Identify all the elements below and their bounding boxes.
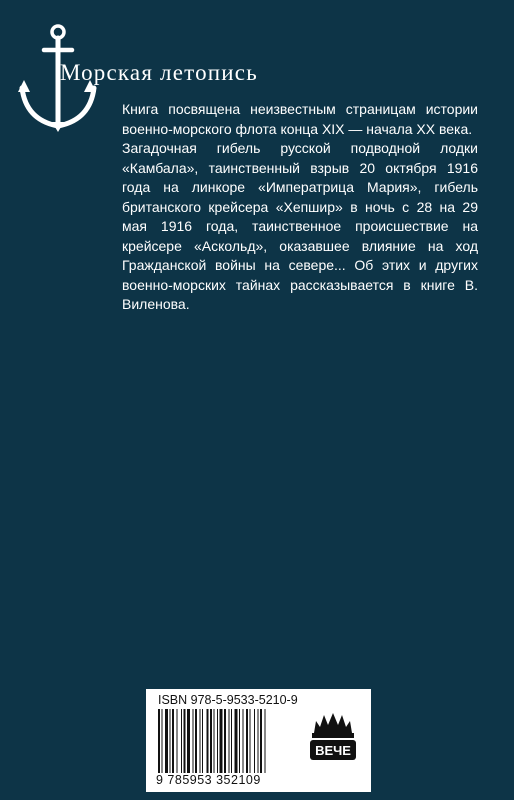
barcode-digits: 9 785953 352109	[156, 773, 261, 787]
publisher-logo-text: ВЕЧЕ	[315, 743, 351, 758]
barcode-image	[156, 709, 298, 773]
series-title: Морская летопись	[60, 60, 258, 85]
blurb-paragraph: Книга посвящена неизвестным страницам истории военно-морского флота конца XIX — начала XX века.	[122, 101, 478, 137]
blurb-paragraph: Загадочная гибель русской подводной лодки «Камбала», таинственный взрыв 20 октября 1916 года на линкоре «Императрица Мария», гибель британского крейсера «Хепшир» в ночь с 28 на 29 мая 1916 года, таинственное происшествие на крейсере «Аскольд», оказавшее влияние на ход Гражданской войны на севере... Об этих и других военно-морских тайнах рассказывается в книге В. Виленова.	[122, 140, 478, 312]
blurb-text	[122, 100, 478, 315]
isbn-label: ISBN 978-5-9533-5210-9	[158, 693, 298, 707]
veche-publisher-logo	[306, 711, 360, 763]
barcode-panel	[146, 689, 371, 792]
